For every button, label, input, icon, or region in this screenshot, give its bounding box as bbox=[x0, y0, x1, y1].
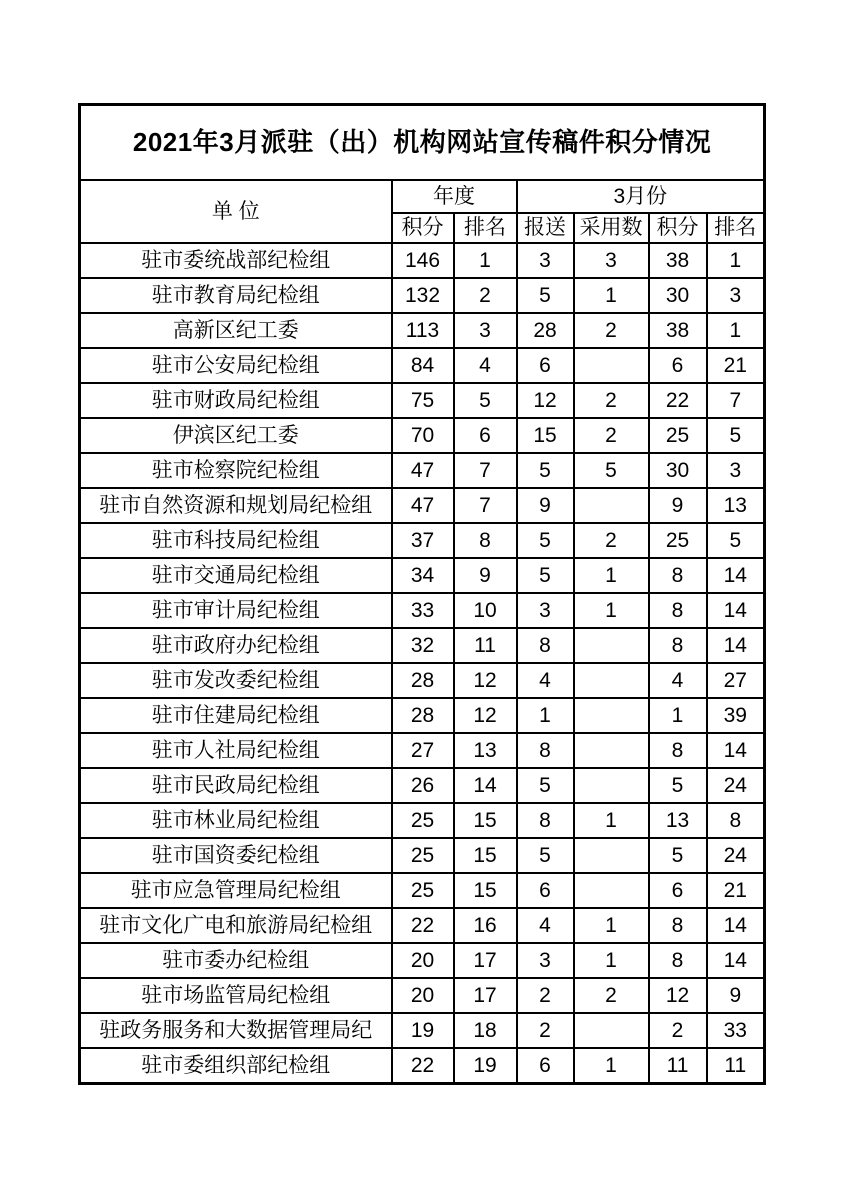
table-row bbox=[80, 978, 765, 1013]
march-submitted-cell: 5 bbox=[517, 523, 574, 558]
march-adopted-cell: 2 bbox=[574, 383, 649, 418]
annual-score-cell: 47 bbox=[392, 453, 454, 488]
table-row bbox=[80, 768, 765, 803]
unit-cell: 驻市林业局纪检组 bbox=[80, 803, 392, 838]
table-row bbox=[80, 1048, 765, 1084]
unit-cell: 驻市委办纪检组 bbox=[80, 943, 392, 978]
march-rank-cell: 1 bbox=[707, 313, 765, 348]
march-submitted-cell: 6 bbox=[517, 348, 574, 383]
march-score-cell: 8 bbox=[649, 733, 707, 768]
table-row bbox=[80, 873, 765, 908]
unit-cell: 驻市委统战部纪检组 bbox=[80, 243, 392, 278]
annual-score-cell: 84 bbox=[392, 348, 454, 383]
march-score-cell: 30 bbox=[649, 453, 707, 488]
header-annual-group: 年度 bbox=[392, 180, 517, 213]
march-score-cell: 8 bbox=[649, 558, 707, 593]
table-body bbox=[80, 243, 765, 1084]
header-annual-score: 积分 bbox=[392, 213, 454, 243]
table-row bbox=[80, 418, 765, 453]
annual-score-cell: 22 bbox=[392, 1048, 454, 1084]
unit-cell: 驻市财政局纪检组 bbox=[80, 383, 392, 418]
unit-cell: 驻市委组织部纪检组 bbox=[80, 1048, 392, 1084]
unit-cell: 驻市应急管理局纪检组 bbox=[80, 873, 392, 908]
table-row bbox=[80, 593, 765, 628]
march-adopted-cell bbox=[574, 873, 649, 908]
unit-cell: 驻市人社局纪检组 bbox=[80, 733, 392, 768]
march-submitted-cell: 5 bbox=[517, 768, 574, 803]
march-score-cell: 5 bbox=[649, 768, 707, 803]
march-submitted-cell: 15 bbox=[517, 418, 574, 453]
title-row bbox=[80, 105, 765, 181]
march-rank-cell: 33 bbox=[707, 1013, 765, 1048]
march-submitted-cell: 28 bbox=[517, 313, 574, 348]
march-rank-cell: 24 bbox=[707, 838, 765, 873]
march-adopted-cell bbox=[574, 488, 649, 523]
march-adopted-cell: 1 bbox=[574, 803, 649, 838]
annual-rank-cell: 2 bbox=[454, 278, 517, 313]
annual-rank-cell: 1 bbox=[454, 243, 517, 278]
annual-rank-cell: 7 bbox=[454, 488, 517, 523]
march-rank-cell: 5 bbox=[707, 418, 765, 453]
annual-rank-cell: 8 bbox=[454, 523, 517, 558]
march-rank-cell: 14 bbox=[707, 908, 765, 943]
annual-rank-cell: 4 bbox=[454, 348, 517, 383]
march-rank-cell: 3 bbox=[707, 278, 765, 313]
annual-score-cell: 22 bbox=[392, 908, 454, 943]
annual-score-cell: 70 bbox=[392, 418, 454, 453]
table-row bbox=[80, 733, 765, 768]
march-submitted-cell: 2 bbox=[517, 978, 574, 1013]
annual-rank-cell: 12 bbox=[454, 698, 517, 733]
table-row bbox=[80, 663, 765, 698]
march-adopted-cell bbox=[574, 628, 649, 663]
march-adopted-cell: 2 bbox=[574, 978, 649, 1013]
march-submitted-cell: 5 bbox=[517, 838, 574, 873]
march-adopted-cell: 1 bbox=[574, 943, 649, 978]
annual-rank-cell: 17 bbox=[454, 943, 517, 978]
march-score-cell: 38 bbox=[649, 313, 707, 348]
annual-score-cell: 25 bbox=[392, 838, 454, 873]
annual-score-cell: 26 bbox=[392, 768, 454, 803]
march-rank-cell: 5 bbox=[707, 523, 765, 558]
march-rank-cell: 27 bbox=[707, 663, 765, 698]
annual-score-cell: 28 bbox=[392, 698, 454, 733]
annual-rank-cell: 18 bbox=[454, 1013, 517, 1048]
unit-cell: 驻市教育局纪检组 bbox=[80, 278, 392, 313]
unit-cell: 伊滨区纪工委 bbox=[80, 418, 392, 453]
table-title: 2021年3月派驻（出）机构网站宣传稿件积分情况 bbox=[80, 105, 765, 181]
march-adopted-cell bbox=[574, 348, 649, 383]
table-row bbox=[80, 488, 765, 523]
table-row bbox=[80, 558, 765, 593]
annual-score-cell: 37 bbox=[392, 523, 454, 558]
march-score-cell: 6 bbox=[649, 873, 707, 908]
march-submitted-cell: 8 bbox=[517, 803, 574, 838]
march-score-cell: 9 bbox=[649, 488, 707, 523]
march-submitted-cell: 5 bbox=[517, 453, 574, 488]
march-adopted-cell bbox=[574, 1013, 649, 1048]
annual-rank-cell: 5 bbox=[454, 383, 517, 418]
march-score-cell: 2 bbox=[649, 1013, 707, 1048]
header-march-submitted: 报送 bbox=[517, 213, 574, 243]
table-row bbox=[80, 698, 765, 733]
march-rank-cell: 24 bbox=[707, 768, 765, 803]
march-score-cell: 4 bbox=[649, 663, 707, 698]
march-submitted-cell: 4 bbox=[517, 908, 574, 943]
annual-score-cell: 75 bbox=[392, 383, 454, 418]
march-rank-cell: 14 bbox=[707, 558, 765, 593]
annual-score-cell: 28 bbox=[392, 663, 454, 698]
march-rank-cell: 39 bbox=[707, 698, 765, 733]
march-submitted-cell: 3 bbox=[517, 943, 574, 978]
unit-cell: 驻市文化广电和旅游局纪检组 bbox=[80, 908, 392, 943]
annual-score-cell: 20 bbox=[392, 943, 454, 978]
annual-rank-cell: 16 bbox=[454, 908, 517, 943]
table-row bbox=[80, 383, 765, 418]
march-score-cell: 6 bbox=[649, 348, 707, 383]
annual-rank-cell: 13 bbox=[454, 733, 517, 768]
annual-rank-cell: 9 bbox=[454, 558, 517, 593]
march-rank-cell: 1 bbox=[707, 243, 765, 278]
annual-rank-cell: 15 bbox=[454, 873, 517, 908]
march-score-cell: 25 bbox=[649, 418, 707, 453]
march-adopted-cell: 1 bbox=[574, 593, 649, 628]
annual-score-cell: 32 bbox=[392, 628, 454, 663]
march-score-cell: 13 bbox=[649, 803, 707, 838]
annual-score-cell: 27 bbox=[392, 733, 454, 768]
march-adopted-cell: 2 bbox=[574, 313, 649, 348]
unit-cell: 高新区纪工委 bbox=[80, 313, 392, 348]
march-rank-cell: 11 bbox=[707, 1048, 765, 1084]
unit-cell: 驻市民政局纪检组 bbox=[80, 768, 392, 803]
unit-cell: 驻市审计局纪检组 bbox=[80, 593, 392, 628]
unit-cell: 驻市场监管局纪检组 bbox=[80, 978, 392, 1013]
march-score-cell: 12 bbox=[649, 978, 707, 1013]
annual-score-cell: 25 bbox=[392, 803, 454, 838]
table-row bbox=[80, 523, 765, 558]
annual-score-cell: 19 bbox=[392, 1013, 454, 1048]
annual-score-cell: 33 bbox=[392, 593, 454, 628]
march-score-cell: 1 bbox=[649, 698, 707, 733]
march-rank-cell: 21 bbox=[707, 348, 765, 383]
march-rank-cell: 9 bbox=[707, 978, 765, 1013]
march-rank-cell: 14 bbox=[707, 628, 765, 663]
unit-cell: 驻市检察院纪检组 bbox=[80, 453, 392, 488]
unit-cell: 驻市国资委纪检组 bbox=[80, 838, 392, 873]
unit-cell: 驻市发改委纪检组 bbox=[80, 663, 392, 698]
march-rank-cell: 14 bbox=[707, 733, 765, 768]
annual-rank-cell: 3 bbox=[454, 313, 517, 348]
score-table bbox=[78, 103, 766, 1085]
annual-score-cell: 113 bbox=[392, 313, 454, 348]
march-adopted-cell: 1 bbox=[574, 558, 649, 593]
march-rank-cell: 8 bbox=[707, 803, 765, 838]
march-adopted-cell: 1 bbox=[574, 1048, 649, 1084]
march-score-cell: 8 bbox=[649, 593, 707, 628]
march-submitted-cell: 3 bbox=[517, 593, 574, 628]
march-score-cell: 25 bbox=[649, 523, 707, 558]
annual-score-cell: 146 bbox=[392, 243, 454, 278]
march-submitted-cell: 4 bbox=[517, 663, 574, 698]
table-row bbox=[80, 453, 765, 488]
annual-score-cell: 132 bbox=[392, 278, 454, 313]
march-rank-cell: 21 bbox=[707, 873, 765, 908]
march-adopted-cell: 3 bbox=[574, 243, 649, 278]
march-score-cell: 8 bbox=[649, 943, 707, 978]
table-row bbox=[80, 348, 765, 383]
march-rank-cell: 14 bbox=[707, 943, 765, 978]
march-score-cell: 11 bbox=[649, 1048, 707, 1084]
unit-cell: 驻政务服务和大数据管理局纪 bbox=[80, 1013, 392, 1048]
march-score-cell: 38 bbox=[649, 243, 707, 278]
march-adopted-cell bbox=[574, 698, 649, 733]
table-row bbox=[80, 1013, 765, 1048]
header-march-score: 积分 bbox=[649, 213, 707, 243]
march-adopted-cell bbox=[574, 663, 649, 698]
march-submitted-cell: 8 bbox=[517, 733, 574, 768]
table-row bbox=[80, 838, 765, 873]
march-adopted-cell: 2 bbox=[574, 418, 649, 453]
header-march-rank: 排名 bbox=[707, 213, 765, 243]
table-row bbox=[80, 943, 765, 978]
table-row bbox=[80, 243, 765, 278]
march-submitted-cell: 6 bbox=[517, 873, 574, 908]
annual-rank-cell: 7 bbox=[454, 453, 517, 488]
annual-rank-cell: 12 bbox=[454, 663, 517, 698]
march-submitted-cell: 8 bbox=[517, 628, 574, 663]
march-rank-cell: 14 bbox=[707, 593, 765, 628]
march-adopted-cell: 1 bbox=[574, 278, 649, 313]
unit-cell: 驻市政府办纪检组 bbox=[80, 628, 392, 663]
march-score-cell: 22 bbox=[649, 383, 707, 418]
table-row bbox=[80, 313, 765, 348]
unit-cell: 驻市公安局纪检组 bbox=[80, 348, 392, 383]
march-adopted-cell bbox=[574, 838, 649, 873]
unit-cell: 驻市自然资源和规划局纪检组 bbox=[80, 488, 392, 523]
table-row bbox=[80, 803, 765, 838]
annual-score-cell: 34 bbox=[392, 558, 454, 593]
march-rank-cell: 3 bbox=[707, 453, 765, 488]
march-adopted-cell: 5 bbox=[574, 453, 649, 488]
march-submitted-cell: 6 bbox=[517, 1048, 574, 1084]
march-submitted-cell: 5 bbox=[517, 558, 574, 593]
header-group-row bbox=[80, 180, 765, 213]
march-score-cell: 8 bbox=[649, 908, 707, 943]
march-submitted-cell: 12 bbox=[517, 383, 574, 418]
unit-cell: 驻市交通局纪检组 bbox=[80, 558, 392, 593]
march-adopted-cell bbox=[574, 733, 649, 768]
march-rank-cell: 13 bbox=[707, 488, 765, 523]
unit-cell: 驻市住建局纪检组 bbox=[80, 698, 392, 733]
march-adopted-cell bbox=[574, 768, 649, 803]
header-march-group: 3月份 bbox=[517, 180, 765, 213]
annual-rank-cell: 15 bbox=[454, 838, 517, 873]
annual-score-cell: 20 bbox=[392, 978, 454, 1013]
annual-rank-cell: 14 bbox=[454, 768, 517, 803]
annual-rank-cell: 17 bbox=[454, 978, 517, 1013]
march-score-cell: 5 bbox=[649, 838, 707, 873]
march-adopted-cell: 1 bbox=[574, 908, 649, 943]
unit-cell: 驻市科技局纪检组 bbox=[80, 523, 392, 558]
march-adopted-cell: 2 bbox=[574, 523, 649, 558]
annual-score-cell: 25 bbox=[392, 873, 454, 908]
header-annual-rank: 排名 bbox=[454, 213, 517, 243]
march-submitted-cell: 3 bbox=[517, 243, 574, 278]
march-submitted-cell: 1 bbox=[517, 698, 574, 733]
table-row bbox=[80, 278, 765, 313]
march-rank-cell: 7 bbox=[707, 383, 765, 418]
annual-rank-cell: 19 bbox=[454, 1048, 517, 1084]
march-submitted-cell: 9 bbox=[517, 488, 574, 523]
march-score-cell: 30 bbox=[649, 278, 707, 313]
table-row bbox=[80, 908, 765, 943]
annual-rank-cell: 11 bbox=[454, 628, 517, 663]
annual-score-cell: 47 bbox=[392, 488, 454, 523]
header-unit: 单 位 bbox=[80, 180, 392, 243]
annual-rank-cell: 10 bbox=[454, 593, 517, 628]
march-submitted-cell: 5 bbox=[517, 278, 574, 313]
march-submitted-cell: 2 bbox=[517, 1013, 574, 1048]
annual-rank-cell: 6 bbox=[454, 418, 517, 453]
header-march-adopted: 采用数 bbox=[574, 213, 649, 243]
table-row bbox=[80, 628, 765, 663]
march-score-cell: 8 bbox=[649, 628, 707, 663]
annual-rank-cell: 15 bbox=[454, 803, 517, 838]
